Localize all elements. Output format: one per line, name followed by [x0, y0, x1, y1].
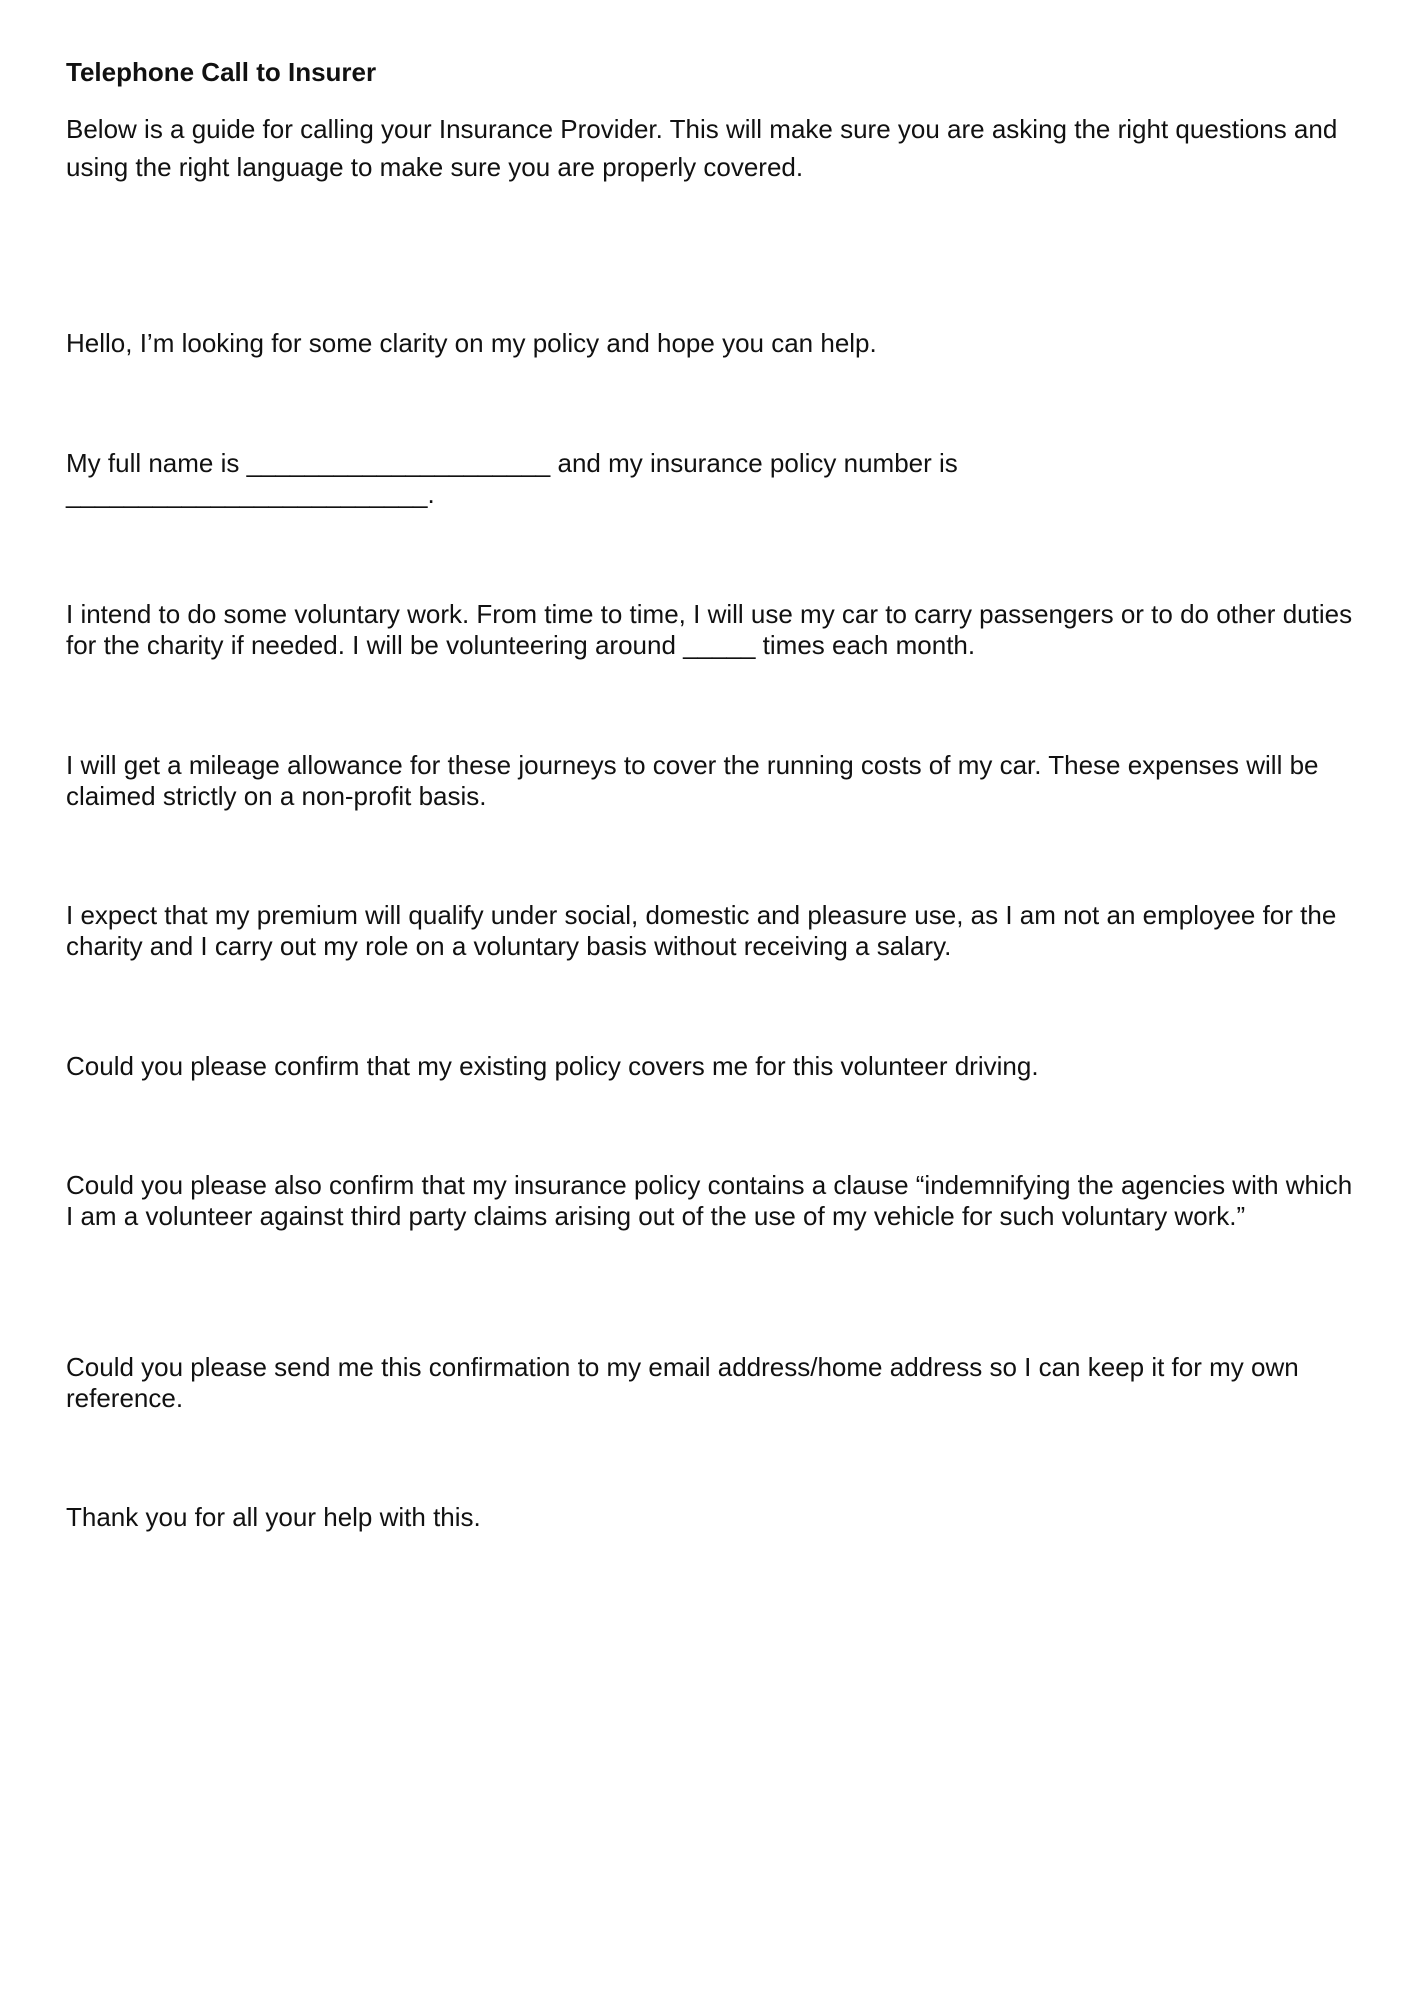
policy-number-line: _________________________.: [66, 479, 435, 509]
voluntary-work-paragraph: I intend to do some voluntary work. From time to time, I will use my car to carry passengers or to do other duties for the charity if needed. I will be volunteering around _____ times each month.: [66, 599, 1353, 660]
greeting-paragraph: Hello, I’m looking for some clarity on my policy and hope you can help.: [66, 328, 877, 358]
mileage-paragraph: I will get a mileage allowance for these journeys to cover the running costs of my car. These expenses will be claimed strictly on a non-profit basis.: [66, 750, 1319, 811]
name-policy-paragraph: [66, 448, 1366, 510]
thanks-paragraph: Thank you for all your help with this.: [66, 1502, 481, 1532]
premium-paragraph: I expect that my premium will qualify under social, domestic and pleasure use, as I am not an employee for the charity and I carry out my role on a voluntary basis without receiving a salary.: [66, 900, 1337, 961]
intro-paragraph: Below is a guide for calling your Insurance Provider. This will make sure you are asking the right questions and using the right language to make sure you are properly covered.: [66, 114, 1338, 182]
send-confirmation-paragraph: Could you please send me this confirmation to my email address/home address so I can keep it for my own reference.: [66, 1352, 1299, 1413]
name-line: My full name is _____________________ and my insurance policy number is: [66, 448, 958, 478]
confirm-clause-paragraph: Could you please also confirm that my insurance policy contains a clause “indemnifying the agencies with which I am a volunteer against third party claims arising out of the use of my vehicle for such voluntary work.”: [66, 1170, 1353, 1231]
document-page: [66, 56, 1366, 1532]
document-title: Telephone Call to Insurer: [66, 57, 377, 87]
confirm-cover-paragraph: Could you please confirm that my existing policy covers me for this volunteer driving.: [66, 1051, 1039, 1081]
